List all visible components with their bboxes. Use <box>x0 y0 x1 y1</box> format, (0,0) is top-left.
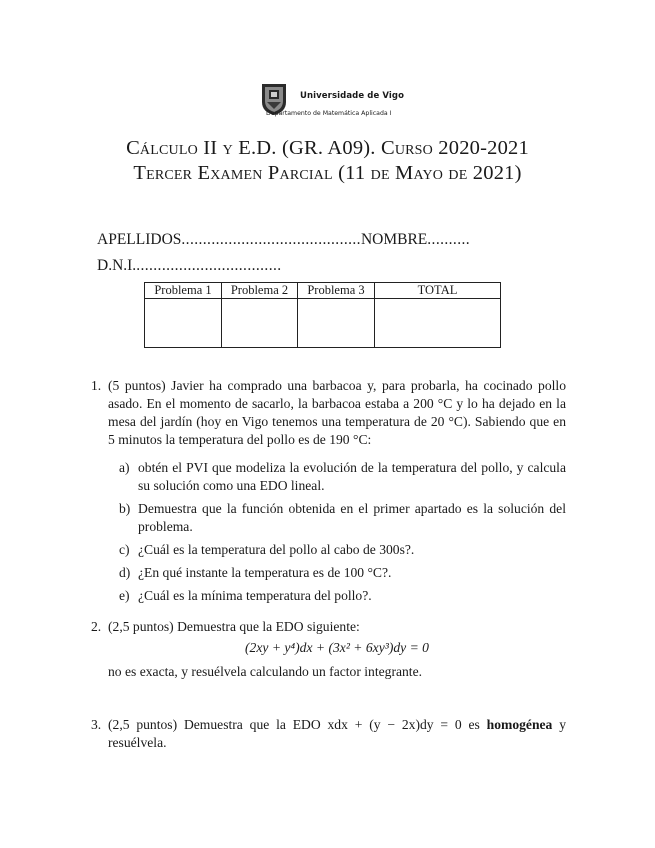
header-total: TOTAL <box>375 283 501 299</box>
subquestion-label: c) <box>119 542 130 557</box>
grades-header-row <box>145 283 501 299</box>
subquestion-label: b) <box>119 501 131 516</box>
score-cell-total[interactable] <box>375 299 501 348</box>
grades-score-row <box>145 299 501 348</box>
subquestion-label: a) <box>119 460 130 475</box>
problem-instruction: no es exacta, y resuélvela calculando un factor integrante. <box>108 664 423 679</box>
subquestion-d <box>108 564 566 582</box>
university-name: Universidade de Vigo <box>300 91 405 101</box>
subquestion-c <box>108 541 566 559</box>
score-cell-problema-2[interactable] <box>222 299 298 348</box>
problem-1 <box>91 377 566 605</box>
exam-subtitle: Tercer Examen Parcial (11 de Mayo de 2021) <box>133 162 522 184</box>
subquestion-text: ¿En qué instante la temperatura es de 100 °C?. <box>138 565 392 580</box>
subquestion-list <box>108 459 566 605</box>
nombre-field[interactable]: .......... <box>427 231 471 248</box>
exam-title: Cálculo II y E.D. (GR. A09). Curso 2020-2021 <box>126 137 529 159</box>
subquestion-text: obtén el PVI que modeliza la evolución de la temperatura del pollo, y calcula su solución como una EDO lineal. <box>138 460 566 493</box>
dni-row <box>97 257 282 275</box>
subquestion-text: ¿Cuál es la temperatura del pollo al cabo de 300s?. <box>138 542 415 557</box>
grades-table <box>144 282 501 348</box>
subquestion-text: Demuestra que la función obtenida en el primer apartado es la solución del problema. <box>138 501 566 534</box>
problem-number: 3. <box>91 717 102 732</box>
statement-start: (2,5 puntos) Demuestra que la EDO xdx + (y − 2x)dy = 0 es <box>108 717 480 732</box>
header-problema-2: Problema 2 <box>222 283 298 299</box>
dni-label: D.N.I. <box>97 257 137 274</box>
subquestion-e <box>108 587 566 605</box>
score-cell-problema-1[interactable] <box>145 299 222 348</box>
apellidos-field[interactable]: .......................................... <box>181 231 361 248</box>
problem-number: 1. <box>91 378 102 393</box>
name-row <box>97 231 470 249</box>
department-name: Departamento de Matemática Aplicada I <box>266 110 392 117</box>
problem-3 <box>91 716 566 752</box>
dni-field[interactable]: .................................. <box>136 257 282 274</box>
subquestion-a <box>108 459 566 495</box>
apellidos-label: APELLIDOS <box>97 231 182 248</box>
subquestion-label: e) <box>119 588 130 603</box>
header-problema-3: Problema 3 <box>298 283 375 299</box>
problem-statement: (5 puntos) Javier ha comprado una barbacoa y, para probarla, ha cocinado pollo asado. En el momento de sacarlo, la barbacoa estaba a 200 °C y lo ha dejado en la mesa del jardín (hoy en Vigo tenemos una temperatura de 20 °C). Sabiendo que en 5 minutos la temperatura del pollo es de 190 °C: <box>108 378 566 447</box>
statement-end: y resuélvela. <box>108 717 566 750</box>
problem-statement <box>108 716 566 752</box>
score-cell-problema-3[interactable] <box>298 299 375 348</box>
keyword-homogenea: homogénea <box>486 717 553 732</box>
header-problema-1: Problema 1 <box>145 283 222 299</box>
equation: (2xy + y⁴)dx + (3x² + 6xy³)dy = 0 <box>245 640 429 655</box>
problem-2 <box>91 618 566 681</box>
page-header <box>0 82 655 128</box>
subquestion-b <box>108 500 566 536</box>
problem-statement: (2,5 puntos) Demuestra que la EDO siguiente: <box>108 619 360 634</box>
problem-number: 2. <box>91 619 102 634</box>
subquestion-text: ¿Cuál es la mínima temperatura del pollo?. <box>138 588 372 603</box>
subquestion-label: d) <box>119 565 131 580</box>
nombre-label: NOMBRE <box>360 231 428 248</box>
